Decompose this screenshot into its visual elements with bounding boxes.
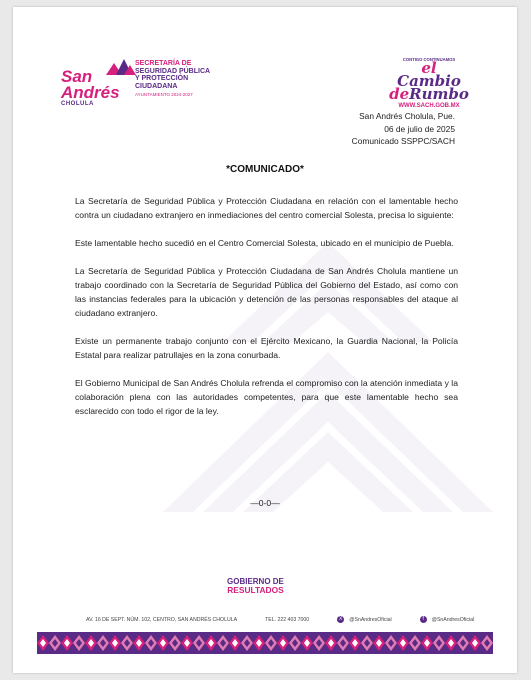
paragraph: Este lamentable hecho sucedió en el Centro Comercial Solesta, ubicado en el municipio de Puebla. bbox=[75, 238, 454, 248]
logo-rumbo: Rumbo bbox=[409, 85, 469, 103]
website-link[interactable]: WWW.SACH.GOB.MX bbox=[398, 103, 460, 109]
x-icon: X bbox=[339, 616, 343, 622]
footer-contact bbox=[86, 616, 486, 623]
facebook-icon: f bbox=[420, 616, 427, 623]
logo-el: el bbox=[421, 59, 437, 77]
document-body bbox=[75, 194, 458, 432]
address: AV. 16 DE SEPT. NÚM. 102, CENTRO, SAN ANDRÉS CHOLULA bbox=[86, 616, 238, 623]
place-line: San Andrés Cholula, Pue. bbox=[359, 111, 455, 121]
document-meta bbox=[352, 110, 455, 148]
city-top: San bbox=[61, 67, 93, 86]
decorative-band bbox=[37, 632, 493, 654]
logo-de: de bbox=[389, 85, 410, 103]
city-mid: Andrés bbox=[61, 83, 120, 102]
paragraph: Existe un permanente trabajo conjunto con el Ejército Mexicano, la Guardia Nacional, la Policía Estatal para realizar patrullajes en la zona conurbada. bbox=[75, 336, 458, 360]
sspc-logo bbox=[61, 57, 211, 113]
date-line: 06 de julio de 2025 bbox=[384, 123, 455, 134]
tagline: CONTIGO CONTINUAMOS bbox=[402, 57, 456, 62]
document-page bbox=[13, 7, 517, 673]
secretaria-name bbox=[135, 60, 235, 97]
reference-line: Comunicado SSPPC/SACH bbox=[351, 136, 455, 146]
ayuntamiento-label: AYUNTAMIENTO 2024-2027 bbox=[135, 92, 193, 97]
city-logo bbox=[61, 69, 131, 107]
facebook-handle[interactable]: @SnAndresOficial bbox=[431, 616, 475, 623]
paragraph: La Secretaría de Seguridad Pública y Protección Ciudadana de San Andrés Cholula mantiene un trabajo coordinado con la Secretaría de Seguridad Pública del Gobierno del Estado, así como con las instancias federales para la ubicación y detención de las personas responsables del ataque al ciudadano extranjero. bbox=[75, 266, 458, 318]
secretaria-line1: SECRETARÍA DE bbox=[135, 60, 192, 67]
closing-mark: —0-0— bbox=[250, 498, 280, 508]
secretaria-line3: Y PROTECCIÓN bbox=[135, 75, 189, 82]
gob-line1: GOBIERNO DE bbox=[227, 577, 284, 586]
paragraph: El Gobierno Municipal de San Andrés Cholula refrenda el compromiso con la atención inmediata y la colaboración plena con las autoridades competentes, para que este lamentable hecho sea esclarecido con todo el rigor de la ley. bbox=[75, 378, 458, 416]
secretaria-line2: SEGURIDAD PÚBLICA bbox=[135, 67, 211, 75]
gob-line2: RESULTADOS bbox=[227, 585, 284, 595]
paragraph: La Secretaría de Seguridad Pública y Protección Ciudadana en relación con el lamentable hecho contra un ciudadano extranjero en inmediaciones del centro comercial Solesta, precisa lo siguiente: bbox=[75, 196, 458, 220]
secretaria-line4: CIUDADANA bbox=[135, 82, 178, 90]
x-handle[interactable]: @SnAndresOficial bbox=[349, 616, 392, 623]
document-title: *COMUNICADO* bbox=[226, 164, 304, 175]
phone: TEL. 222 403 7000 bbox=[265, 616, 310, 623]
cambio-rumbo-logo bbox=[388, 57, 470, 109]
city-bottom: CHOLULA bbox=[61, 101, 94, 107]
gobierno-resultados-logo bbox=[227, 578, 284, 595]
logo-cambio: Cambio bbox=[397, 72, 461, 90]
